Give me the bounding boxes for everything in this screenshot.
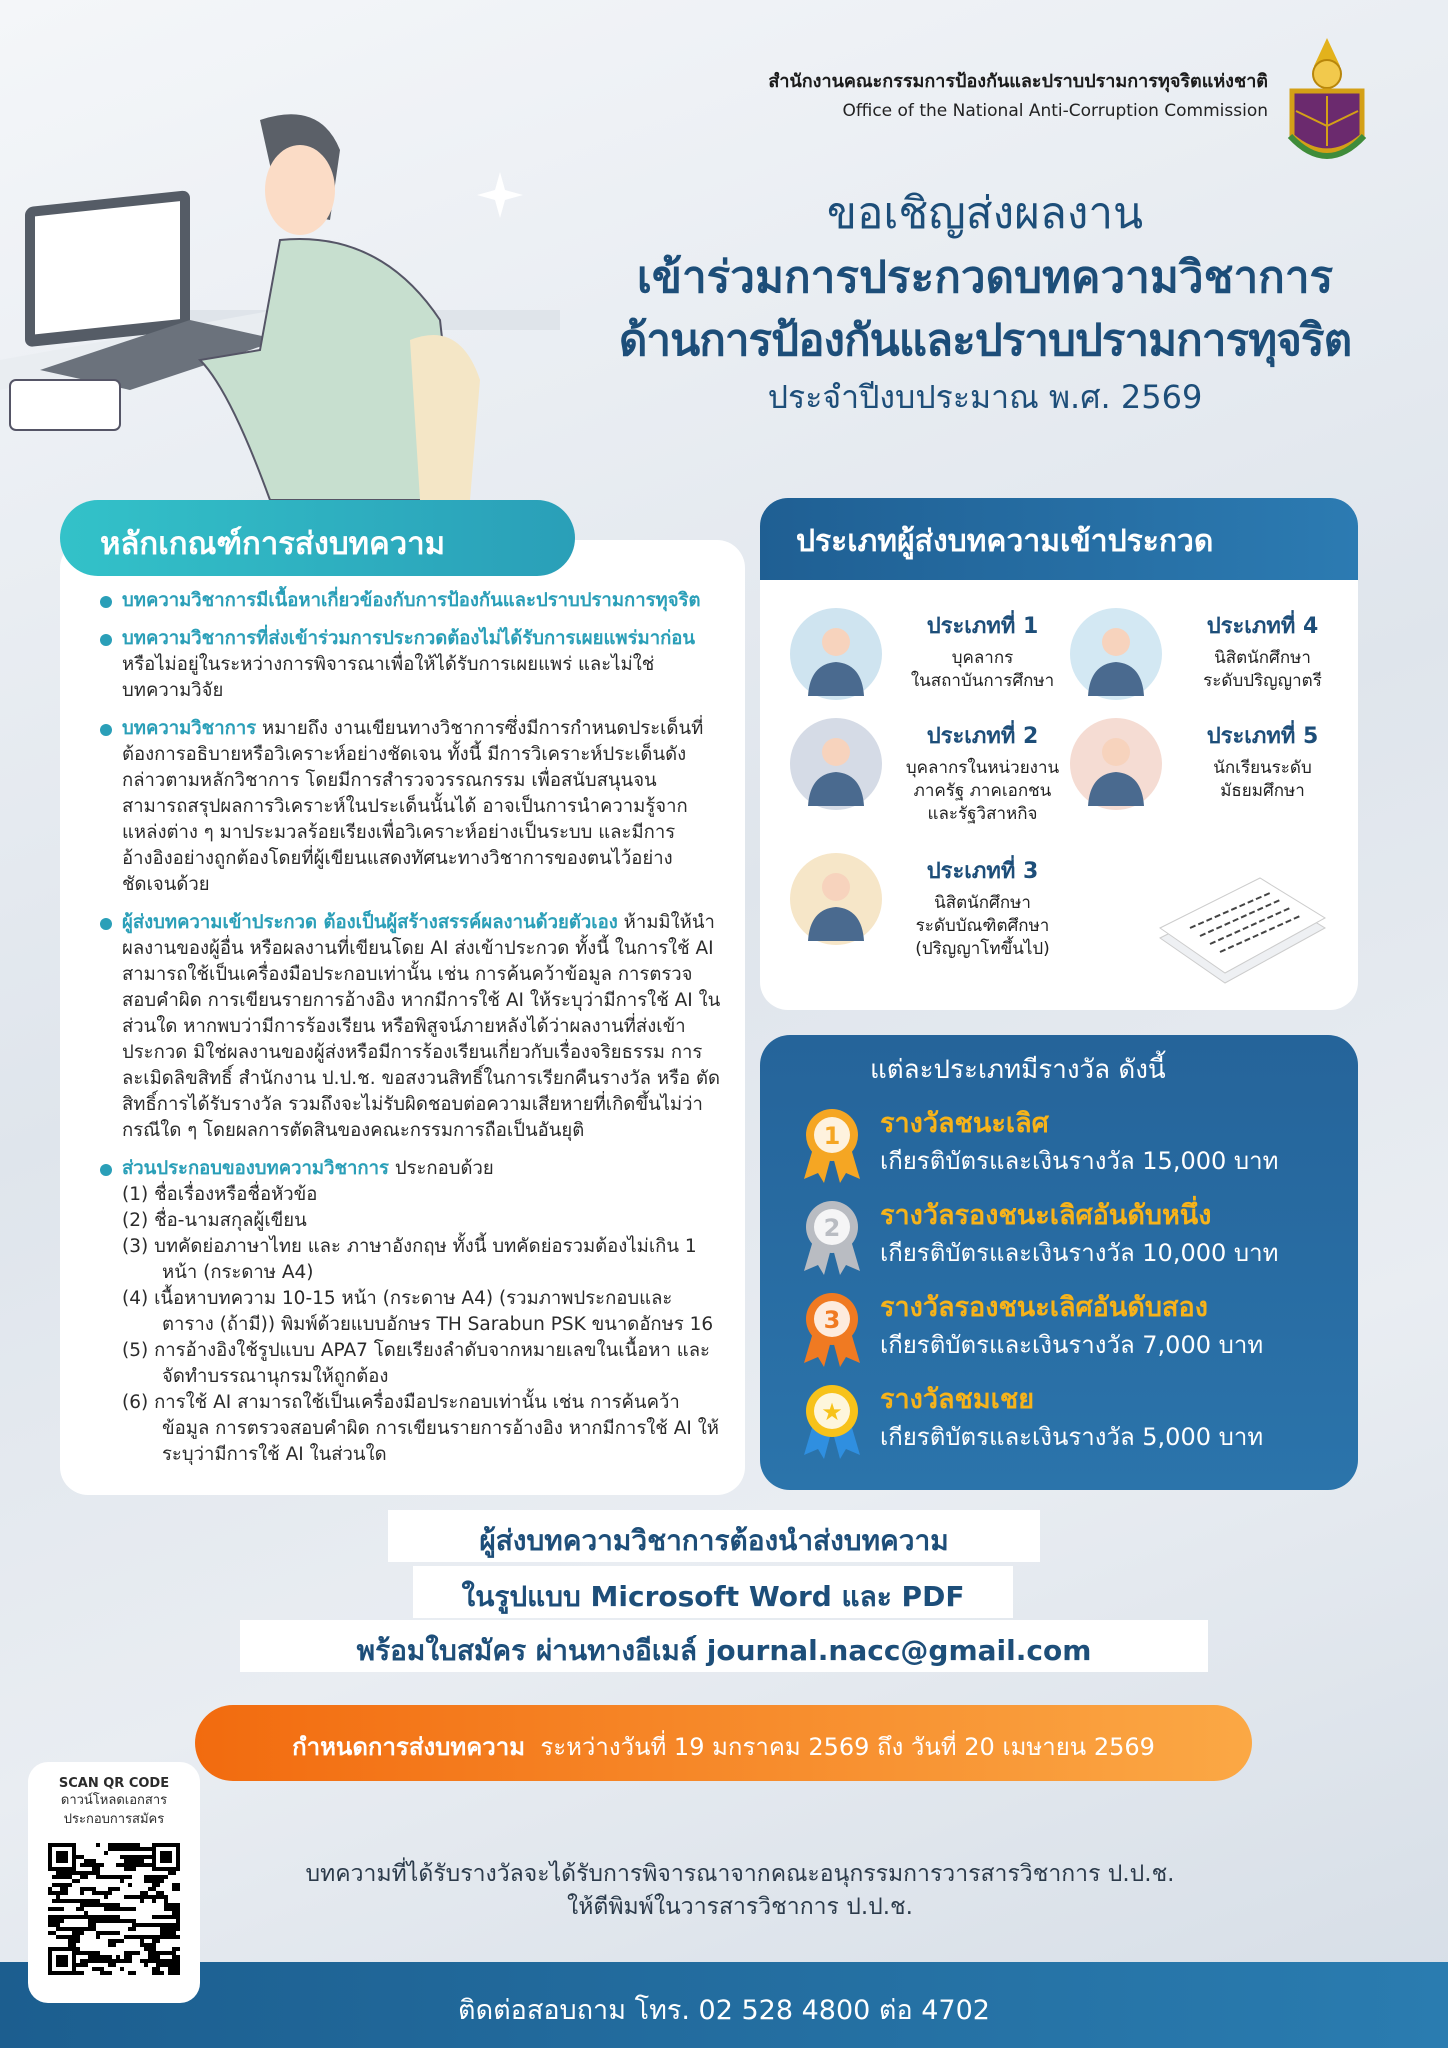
- category-desc: บุคลากรในหน่วยงาน ภาครัฐ ภาคเอกชน และรัฐวิสาหกิจ: [905, 758, 1060, 824]
- org-name: [768, 66, 1268, 121]
- medal-1-icon: [800, 1105, 864, 1185]
- component-item: (4) เนื้อหาบทความ 10-15 หน้า (กระดาษ A4) (รวมภาพประกอบและตาราง (ถ้ามี)) พิมพ์ด้วยแบบอักษร TH Sarabun PSK ขนาดอักษร 16: [122, 1288, 714, 1335]
- man-at-laptop-illustration: [0, 60, 560, 500]
- prize-title: รางวัลรองชนะเลิศอันดับสอง: [880, 1292, 1208, 1323]
- medal-3-icon: [800, 1289, 864, 1369]
- category-desc: นักเรียนระดับ มัธยมศึกษา: [1213, 758, 1312, 801]
- deadline-label: กำหนดการส่งบทความ: [292, 1733, 526, 1761]
- prizes-intro: แต่ละประเภทมีรางวัล ดังนี้: [870, 1055, 1166, 1085]
- title-fiscal-year: ประจำปีงบประมาณ พ.ศ. 2569: [767, 378, 1203, 416]
- person-avatar-icon: [1070, 718, 1162, 810]
- title-invite: ขอเชิญส่งผลงาน: [826, 188, 1144, 239]
- category-title: ประเภทที่ 2: [926, 724, 1039, 749]
- component-item: (6) การใช้ AI สามารถใช้เป็นเครื่องมือประกอบเท่านั้น เช่น การค้นคว้าข้อมูล การตรวจสอบคำผิด การเขียนรายการอ้างอิง หากมีการใช้ AI ให้ระบุว่ามีการใช้ AI ในส่วนใด: [122, 1392, 719, 1465]
- component-item: (5) การอ้างอิงใช้รูปแบบ APA7 โดยเรียงลำดับจากหมายเลขในเนื้อหา และจัดทำบรรณานุกรมให้ถูกต้อง: [122, 1340, 710, 1387]
- criteria-item: ผู้ส่งบทความเข้าประกวด ต้องเป็นผู้สร้างสรรค์ผลงานด้วยตัวเอง ห้ามมิให้นำผลงานของผู้อื่น หรือผลงานที่เขียนโดย AI ส่งเข้าประกวด ทั้งนี้ ในการใช้ AI สามารถใช้เป็นเครื่องมือประกอบเท่านั้น เช่น การค้นคว้าข้อมูล การตรวจสอบคำผิด การเขียนรายการอ้างอิง หากมีการใช้ AI ให้ระบุว่ามีการใช้ AI ในส่วนใด หากพบว่ามีการร้องเรียน หรือพิสูจน์ภายหลังได้ว่าผลงานที่ส่งเข้าประกวด มิใช่ผลงานของผู้ส่งหรือมีการร้องเรียนเกี่ยวกับเรื่องจริยธรรม การละเมิดลิขสิทธิ์ สำนักงาน ป.ป.ช. ขอสงวนสิทธิ์ในการเรียกคืนรางวัล หรือ ตัดสิทธิ์การได้รับรางวัล รวมถึงจะไม่รับผิดชอบต่อความเสียหายที่เกิดขึ้นไม่ว่ากรณีใด ๆ โดยผลการตัดสินของคณะกรรมการถือเป็นอันยุติ: [100, 910, 721, 1144]
- medal-star-icon: [800, 1381, 864, 1461]
- prize-title: รางวัลชมเชย: [880, 1384, 1035, 1415]
- category-title: ประเภทที่ 1: [926, 614, 1039, 639]
- submission-format: ในรูปแบบ Microsoft Word และ PDF: [413, 1566, 1013, 1618]
- prize-item: [800, 1101, 1340, 1187]
- title-topic: ด้านการป้องกันและปราบปรามการทุจริต: [618, 315, 1352, 366]
- prize-item: [800, 1193, 1340, 1279]
- org-name-english: Office of the National Anti-Corruption Commission: [842, 101, 1268, 121]
- submission-line-1: ผู้ส่งบทความวิชาการต้องนำส่งบทความ: [388, 1510, 1040, 1562]
- title-contest: เข้าร่วมการประกวดบทความวิชาการ: [636, 252, 1334, 303]
- qr-card[interactable]: SCAN QR CODE ดาวน์โหลดเอกสาร ประกอบการสมัคร: [28, 1762, 200, 2003]
- svg-text:3: 3: [823, 1306, 841, 1334]
- component-item: (2) ชื่อ-นามสกุลผู้เขียน: [122, 1210, 307, 1231]
- category-desc: นิสิตนักศึกษา ระดับบัณฑิตศึกษา (ปริญญาโทขึ้นไป): [915, 893, 1050, 959]
- document-stack-icon: [1150, 868, 1330, 998]
- category-title: ประเภทที่ 3: [926, 859, 1039, 884]
- nacc-emblem-logo: [1282, 36, 1372, 171]
- publication-note: บทความที่ได้รับรางวัลจะได้รับการพิจารณาจากคณะอนุกรรมการวารสารวิชาการ ป.ป.ช. ให้ตีพิมพ์ในวารสารวิชาการ ป.ป.ช.: [305, 1861, 1175, 1920]
- medal-2-icon: [800, 1197, 864, 1277]
- svg-text:1: 1: [823, 1122, 841, 1150]
- prize-desc: เกียรติบัตรและเงินรางวัล 5,000 บาท: [880, 1423, 1264, 1451]
- category-title: ประเภทที่ 5: [1206, 724, 1319, 749]
- org-name-thai: สำนักงานคณะกรรมการป้องกันและปราบปรามการทุจริตแห่งชาติ: [768, 71, 1268, 92]
- category-desc: บุคลากร ในสถาบันการศึกษา: [910, 648, 1055, 691]
- criteria-item: บทความวิชาการ หมายถึง งานเขียนทางวิชาการซึ่งมีการกำหนดประเด็นที่ต้องการอธิบายหรือวิเคราะห์อย่างชัดเจน ทั้งนี้ มีการวิเคราะห์ประเด็นดังกล่าวตามหลักวิชาการ โดยมีการสำรวจวรรณกรรม เพื่อสนับสนุนจนสามารถสรุปผลการวิเคราะห์ในประเด็นนั้นได้ อาจเป็นการนำความรู้จากแหล่งต่าง ๆ มาประมวลร้อยเรียงเพื่อวิเคราะห์อย่างเป็นระบบ และมีการอ้างอิงอย่างถูกต้องโดยที่ผู้เขียนแสดงทัศนะทางวิชาการของตนไว้อย่างชัดเจนด้วย: [100, 716, 721, 898]
- person-avatar-icon: [790, 718, 882, 810]
- qr-title: SCAN QR CODE: [58, 1776, 170, 1791]
- svg-text:★: ★: [821, 1398, 843, 1426]
- category-title: ประเภทที่ 4: [1206, 614, 1319, 639]
- prize-title: รางวัลชนะเลิศ: [880, 1108, 1049, 1139]
- prize-desc: เกียรติบัตรและเงินรางวัล 15,000 บาท: [880, 1147, 1279, 1175]
- deadline-dates: ระหว่างวันที่ 19 มกราคม 2569 ถึง วันที่ 20 เมษายน 2569: [540, 1733, 1155, 1761]
- person-avatar-icon: [790, 608, 882, 700]
- component-item: (1) ชื่อเรื่องหรือชื่อหัวข้อ: [122, 1184, 318, 1205]
- contact-footer: ติดต่อสอบถาม โทร. 02 528 4800 ต่อ 4702: [0, 1962, 1448, 2048]
- categories-card: [760, 498, 1358, 1010]
- prizes-card: [760, 1035, 1358, 1490]
- criteria-item: บทความวิชาการมีเนื้อหาเกี่ยวข้องกับการป้องกันและปราบปรามการทุจริต: [100, 588, 721, 614]
- prize-item: [800, 1285, 1340, 1371]
- criteria-heading: หลักเกณฑ์การส่งบทความ: [60, 500, 575, 576]
- categories-heading: ประเภทผู้ส่งบทความเข้าประกวด: [760, 498, 1358, 580]
- qr-code[interactable]: [48, 1843, 180, 1975]
- criteria-card: [60, 540, 745, 1495]
- person-avatar-icon: [790, 853, 882, 945]
- person-avatar-icon: [1070, 608, 1162, 700]
- criteria-item: บทความวิชาการที่ส่งเข้าร่วมการประกวดต้องไม่ได้รับการเผยแพร่มาก่อน หรือไม่อยู่ในระหว่างการพิจารณาเพื่อให้ได้รับการเผยแพร่ และไม่ใช่บทความวิจัย: [100, 626, 721, 704]
- deadline-banner: [195, 1705, 1252, 1781]
- criteria-item: ส่วนประกอบของบทความวิชาการ ประกอบด้วย (1) ชื่อเรื่องหรือชื่อหัวข้อ (2) ชื่อ-นามสกุลผู้เขียน (3) บทคัดย่อภาษาไทย และ ภาษาอังกฤษ ทั้งนี้ บทคัดย่อรวมต้องไม่เกิน 1 หน้า (กระดาษ A4) (4) เนื้อหาบทความ 10-15 หน้า (กระดาษ A4) (รวมภาพประกอบและตาราง (ถ้ามี)) พิมพ์ด้วยแบบอักษร TH Sarabun PSK ขนาดอักษร 16 (5) การอ้างอิงใช้รูปแบบ APA7 โดยเรียงลำดับจากหมายเลขในเนื้อหา และจัดทำบรรณานุกรมให้ถูกต้อง (6) การใช้ AI สามารถใช้เป็นเครื่องมือประกอบเท่านั้น เช่น การค้นคว้าข้อมูล การตรวจสอบคำผิด การเขียนรายการอ้างอิง หากมีการใช้ AI ให้ระบุว่ามีการใช้ AI ในส่วนใด: [100, 1156, 721, 1468]
- submission-email[interactable]: พร้อมใบสมัคร ผ่านทางอีเมล์ journal.nacc@gmail.com: [240, 1620, 1208, 1672]
- prize-desc: เกียรติบัตรและเงินรางวัล 10,000 บาท: [880, 1239, 1279, 1267]
- prize-title: รางวัลรองชนะเลิศอันดับหนึ่ง: [880, 1200, 1212, 1231]
- category-desc: นิสิตนักศึกษา ระดับปริญญาตรี: [1203, 648, 1322, 691]
- prize-item: [800, 1377, 1340, 1463]
- component-item: (3) บทคัดย่อภาษาไทย และ ภาษาอังกฤษ ทั้งนี้ บทคัดย่อรวมต้องไม่เกิน 1 หน้า (กระดาษ A4): [122, 1236, 697, 1283]
- svg-text:2: 2: [823, 1214, 841, 1242]
- prize-desc: เกียรติบัตรและเงินรางวัล 7,000 บาท: [880, 1331, 1264, 1359]
